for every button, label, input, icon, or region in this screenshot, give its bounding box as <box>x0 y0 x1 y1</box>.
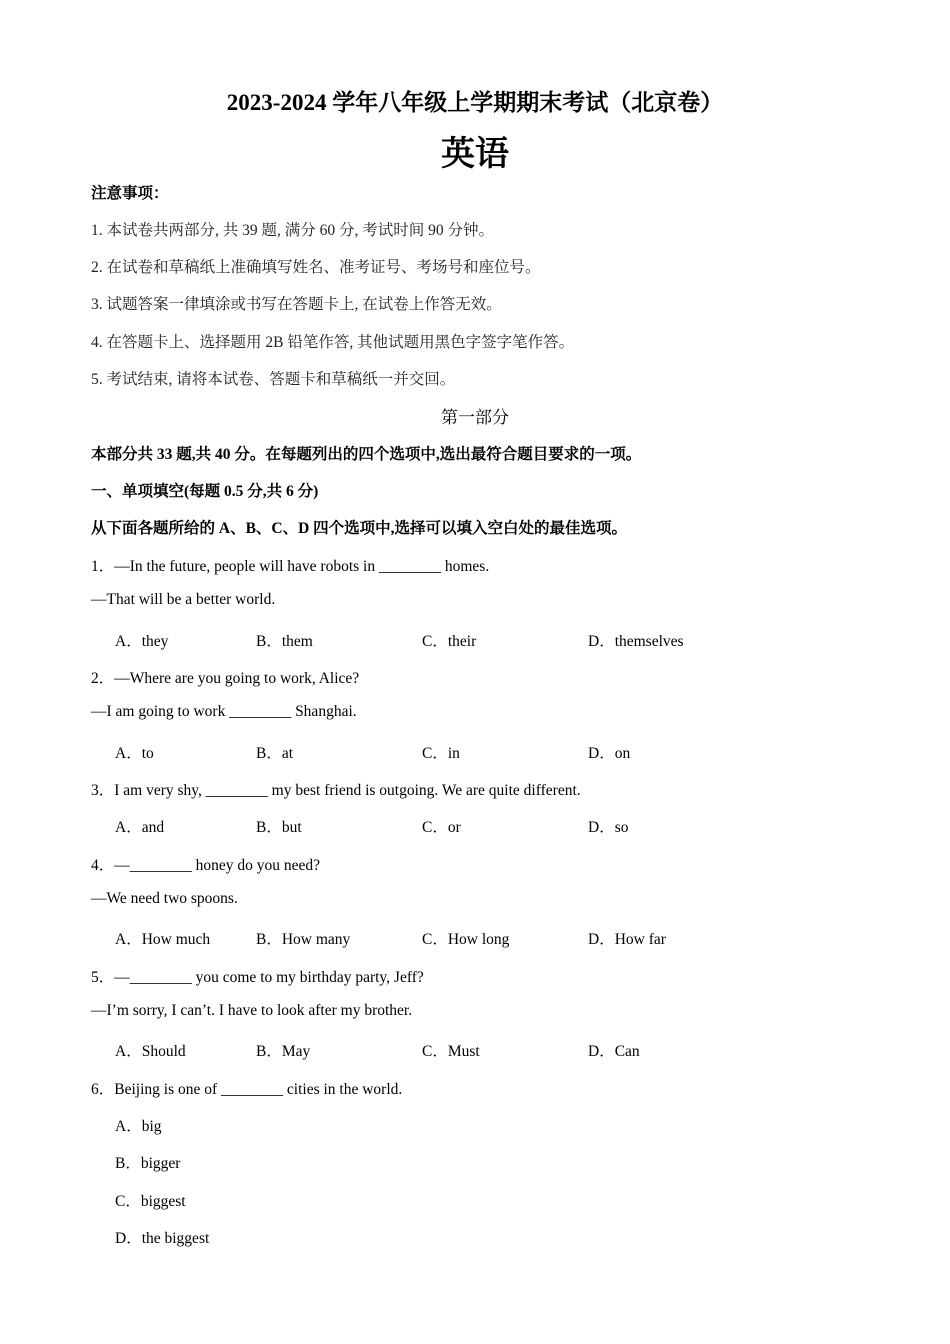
option-a: A．they <box>115 633 169 650</box>
option-a: A．to <box>115 745 154 762</box>
option-c: C．biggest <box>115 1193 186 1210</box>
notice-item: 4. 在答题卡上、选择题用 2B 铅笔作答, 其他试题用黑色字签字笔作答。 <box>91 334 575 351</box>
option-d: D．How far <box>588 931 666 948</box>
option-b: B．bigger <box>115 1155 181 1172</box>
option-c: C．How long <box>422 931 510 948</box>
notice-item: 5. 考试结束, 请将本试卷、答题卡和草稿纸一并交回。 <box>91 371 456 388</box>
notice-item: 2. 在试卷和草稿纸上准确填写姓名、准考证号、考场号和座位号。 <box>91 259 541 276</box>
part-heading: 第一部分 <box>441 408 509 427</box>
question-text: 3．I am very shy, ________ my best friend is outgoing. We are quite different. <box>91 782 581 799</box>
section-instruction: 从下面各题所给的 A、B、C、D 四个选项中,选择可以填入空白处的最佳选项。 <box>91 520 628 537</box>
subject-title: 英语 <box>441 136 509 173</box>
option-a: A．How much <box>115 931 211 948</box>
option-d: D．the biggest <box>115 1230 210 1247</box>
notice-heading: 注意事项： <box>91 185 169 202</box>
section-title: 一、单项填空(每题 0.5 分,共 6 分) <box>91 483 319 500</box>
question-text: 1．—In the future, people will have robots in ________ homes. <box>91 558 490 575</box>
option-c: C．or <box>422 819 461 836</box>
question-text: 5．—________ you come to my birthday party, Jeff? <box>91 969 424 986</box>
notice-item: 1. 本试卷共两部分, 共 39 题, 满分 60 分, 考试时间 90 分钟。 <box>91 222 495 239</box>
question-text: —I’m sorry, I can’t. I have to look after my brother. <box>91 1002 413 1019</box>
question-text: 2．—Where are you going to work, Alice? <box>91 670 360 687</box>
question-text: —We need two spoons. <box>91 890 238 907</box>
option-c: C．Must <box>422 1043 480 1060</box>
question-text: —That will be a better world. <box>91 591 276 608</box>
option-d: D．so <box>588 819 629 836</box>
option-c: C．in <box>422 745 460 762</box>
option-b: B．but <box>256 819 302 836</box>
option-b: B．at <box>256 745 294 762</box>
option-b: B．May <box>256 1043 311 1060</box>
exam-title: 2023-2024 学年八年级上学期期末考试（北京卷） <box>226 90 724 115</box>
option-a: A．and <box>115 819 165 836</box>
option-d: D．on <box>588 745 631 762</box>
option-d: D．themselves <box>588 633 684 650</box>
option-d: D．Can <box>588 1043 640 1060</box>
option-b: B．them <box>256 633 313 650</box>
option-a: A．big <box>115 1118 162 1135</box>
question-text: 6．Beijing is one of ________ cities in the world. <box>91 1081 403 1098</box>
option-a: A．Should <box>115 1043 186 1060</box>
part-intro: 本部分共 33 题,共 40 分。在每题列出的四个选项中,选出最符合题目要求的一项。 <box>91 446 642 463</box>
option-b: B．How many <box>256 931 351 948</box>
question-text: 4．—________ honey do you need? <box>91 857 321 874</box>
notice-item: 3. 试题答案一律填涂或书写在答题卡上, 在试卷上作答无效。 <box>91 296 502 313</box>
question-text: —I am going to work ________ Shanghai. <box>91 703 357 720</box>
option-c: C．their <box>422 633 477 650</box>
